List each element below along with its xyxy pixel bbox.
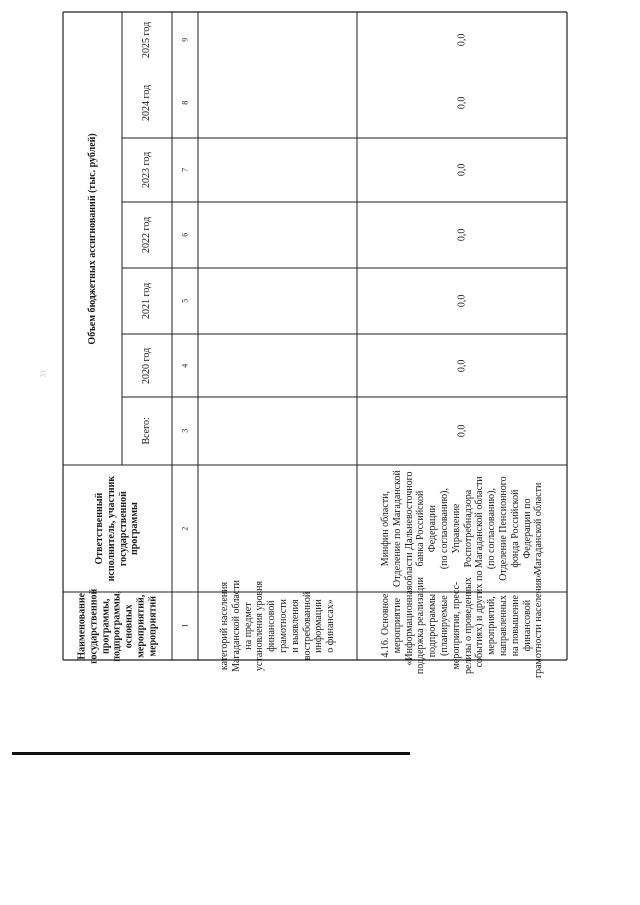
- column-number-text: 9: [180, 38, 190, 42]
- row-executor-cell-text: Минфин области, Отделение по Магаданской области Дальневосточного банка Российской Федерации (по согласованию), Управление Роспотребнадзора по Магаданской области (по согласованию), Отделение Пенсионного фонда Российской Федерации по Магаданской области: [379, 470, 544, 587]
- column-number-text: 4: [180, 363, 190, 368]
- row-value-cell: [357, 138, 567, 202]
- row-value-cell-text: 0,0: [456, 359, 468, 372]
- column-number: [172, 12, 198, 68]
- header-y2023: [122, 138, 172, 202]
- row-value-cell-text: 0,0: [456, 163, 468, 177]
- header-y2021: [122, 268, 172, 334]
- column-number-text: 6: [180, 233, 190, 237]
- column-number: [172, 592, 198, 660]
- header-executor-text: Ответственный исполнитель, участник государственной программы: [93, 475, 141, 582]
- column-number: [172, 397, 198, 465]
- row-name-cell-text: категорий населения Магаданской области на предмет установления уровня финансовой грамотности и выявления востребованной информации о финансах»: [218, 580, 336, 672]
- column-number-text: 5: [180, 299, 190, 303]
- header-y2023-text: 2023 год: [141, 151, 153, 189]
- header-y2022: [122, 202, 172, 268]
- row-name-cell: [198, 580, 357, 672]
- header-y2022-text: 2022 год: [141, 216, 153, 254]
- row-value-cell-text: 0,0: [456, 228, 468, 242]
- header-y2020-text: 2020 год: [141, 347, 153, 384]
- row-value-cell-text: 0,0: [456, 294, 468, 308]
- header-executor: [63, 465, 172, 592]
- header-y2025: [122, 12, 172, 68]
- column-number: [172, 465, 198, 592]
- column-number-text: 8: [180, 101, 190, 105]
- column-number: [172, 268, 198, 334]
- column-number: [172, 68, 198, 138]
- row-value-cell: [357, 68, 567, 138]
- column-number-text: 7: [180, 168, 190, 172]
- column-number-text: 2: [180, 526, 190, 531]
- header-y2020: [122, 334, 172, 397]
- column-number-text: 1: [180, 624, 190, 628]
- header-total: [122, 397, 172, 465]
- row-value-cell: [357, 202, 567, 268]
- header-y2024: [122, 68, 172, 138]
- header-name-text: Наименование государственной программы, подпрограммы, основных мероприятий, мероприятий: [76, 588, 158, 664]
- row-value-cell: [357, 334, 567, 397]
- page-marker: 33: [39, 370, 48, 378]
- column-number: [172, 202, 198, 268]
- row-name-cell-text: 4.16. Основное мероприятие «Информационная поддержка реализации подпрограммы (планируемые мероприятия, пресс- релизы о проведенных событиях) и других мероприятий, направленных на повышение финансовой грамотности населения»: [379, 573, 544, 679]
- row-executor-cell: [357, 465, 567, 592]
- row-name-cell: [357, 573, 567, 679]
- header-y2021-text: 2021 год: [141, 282, 153, 320]
- row-value-cell-text: 0,0: [456, 33, 468, 47]
- header-total-text: Всего:: [141, 417, 153, 445]
- header-y2024-text: 2024 год: [141, 84, 153, 122]
- column-number-text: 3: [180, 429, 190, 433]
- column-number: [172, 334, 198, 397]
- row-value-cell: [357, 268, 567, 334]
- header-budget-group-text: Объем бюджетных ассигнований (тыс. рублей): [86, 132, 98, 345]
- footer-rule: [12, 752, 410, 755]
- column-number: [172, 138, 198, 202]
- header-budget-group: [63, 12, 122, 465]
- header-y2025-text: 2025 год: [141, 21, 153, 59]
- row-value-cell-text: 0,0: [456, 96, 468, 110]
- row-value-cell: [357, 12, 567, 68]
- row-value-cell-text: 0,0: [456, 424, 468, 438]
- header-name: [63, 588, 172, 664]
- row-value-cell: [357, 397, 567, 465]
